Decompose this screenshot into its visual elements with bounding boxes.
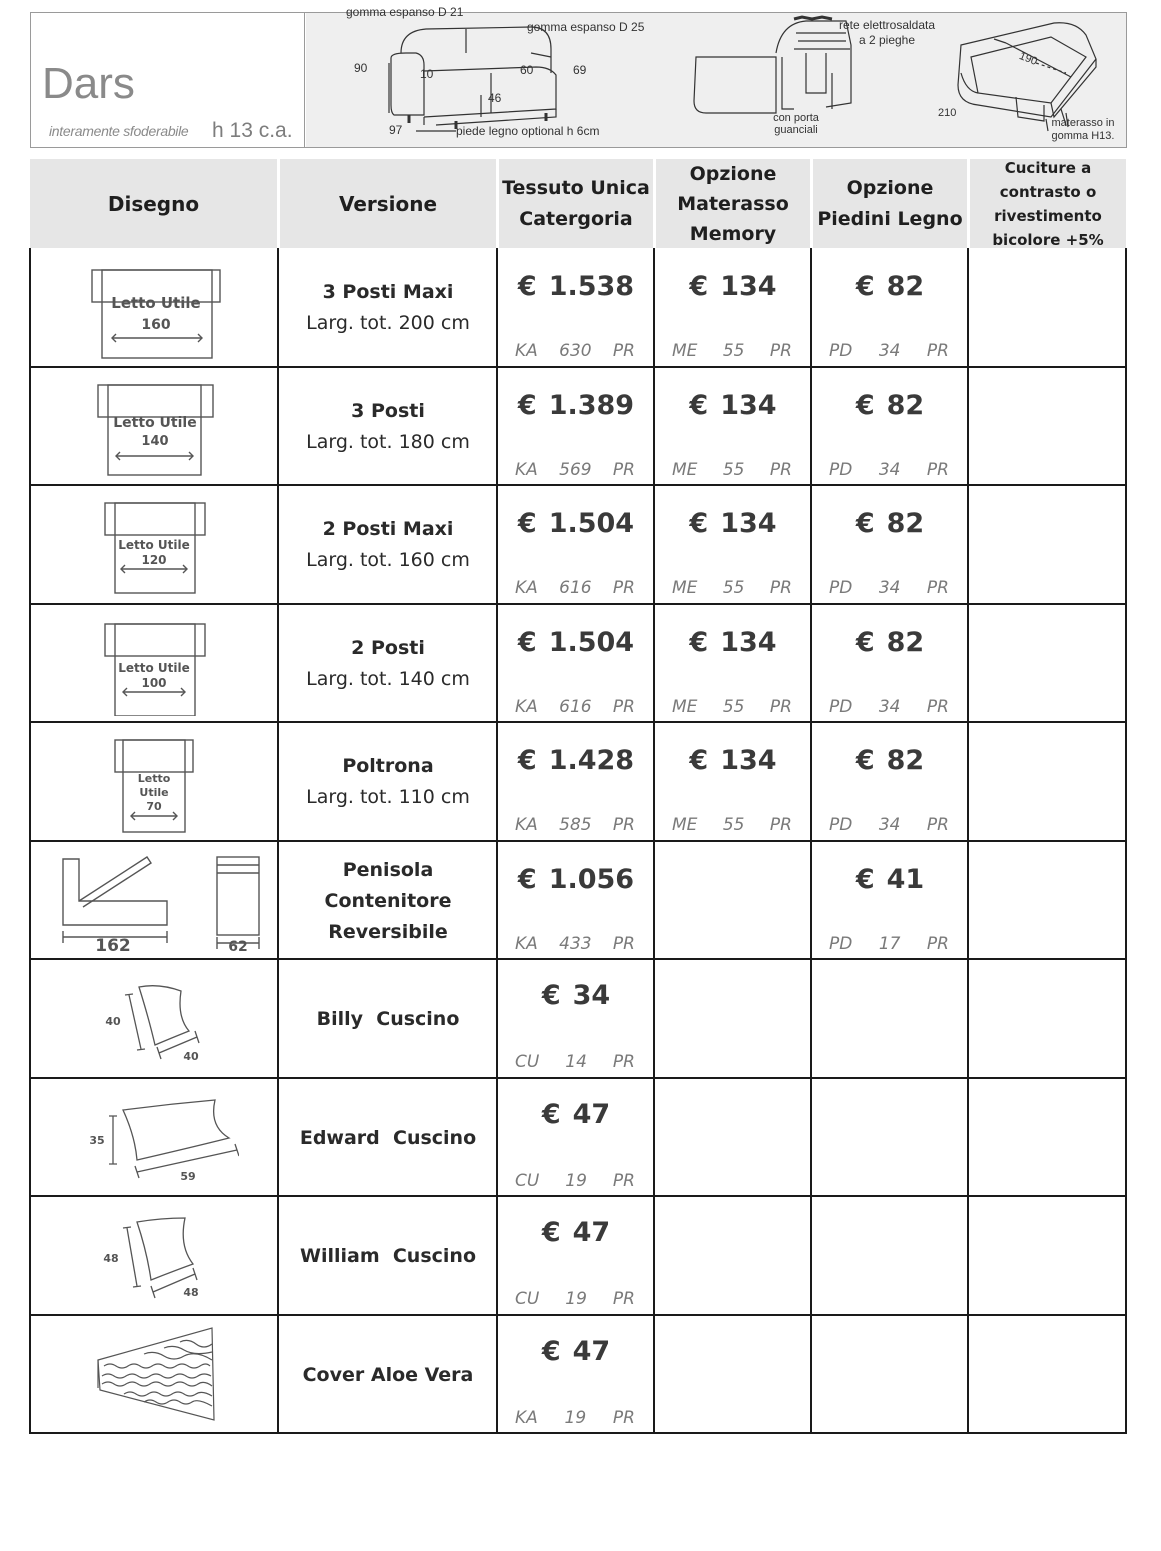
code-number: 19 bbox=[564, 1408, 587, 1428]
price-value: 1.428 bbox=[548, 745, 635, 776]
table-row bbox=[0, 486, 1161, 604]
code-number: 17 bbox=[878, 934, 901, 954]
code-prefix: PD bbox=[829, 460, 853, 480]
currency-symbol: € bbox=[517, 271, 537, 302]
col-header-cuciture-line4: bicolore +5% bbox=[992, 230, 1104, 249]
currency-symbol: € bbox=[517, 627, 537, 658]
piedini-code bbox=[813, 578, 967, 598]
col-header-piedini-line2: Piedini Legno bbox=[817, 207, 963, 230]
tessuto-price-cell bbox=[499, 249, 653, 367]
code-prefix: KA bbox=[515, 578, 538, 598]
drawing-label: Letto Utile bbox=[110, 294, 201, 312]
currency-symbol: € bbox=[689, 627, 709, 658]
dim-10: 10 bbox=[420, 67, 434, 81]
version-name: 2 Posti Maxi bbox=[322, 518, 454, 540]
version-name: 3 Posti Maxi bbox=[322, 281, 454, 303]
code-number: 14 bbox=[565, 1052, 587, 1072]
sofa-bed-diagram bbox=[99, 493, 209, 597]
code-suffix: PR bbox=[769, 341, 792, 361]
price-value: 82 bbox=[886, 508, 925, 539]
currency-symbol: € bbox=[689, 745, 709, 776]
grid-line bbox=[29, 958, 1127, 960]
edward-width: 59 bbox=[179, 1170, 196, 1183]
code-number: 55 bbox=[722, 697, 745, 717]
code-suffix: PR bbox=[612, 341, 635, 361]
currency-symbol: € bbox=[541, 1217, 561, 1248]
materasso-price bbox=[656, 508, 810, 539]
table-row bbox=[0, 249, 1161, 367]
code-prefix: CU bbox=[515, 1289, 540, 1309]
materasso-price-cell bbox=[656, 249, 810, 367]
tessuto-price bbox=[499, 1099, 653, 1130]
code-suffix: PR bbox=[926, 341, 949, 361]
piedini-price-cell bbox=[813, 368, 967, 486]
dim-46: 46 bbox=[488, 91, 502, 105]
table-row bbox=[0, 1079, 1161, 1197]
version-cell bbox=[280, 1079, 496, 1197]
piedini-code bbox=[813, 460, 967, 480]
header-gap bbox=[277, 159, 280, 248]
materasso-price-cell bbox=[656, 486, 810, 604]
tessuto-price-cell bbox=[499, 368, 653, 486]
version-cell bbox=[280, 486, 496, 604]
price-value: 34 bbox=[572, 980, 611, 1011]
sofa-bed-diagram bbox=[89, 375, 219, 479]
tessuto-price bbox=[499, 1336, 653, 1367]
materasso-code bbox=[656, 578, 810, 598]
version-cell bbox=[280, 842, 496, 960]
code-prefix: PD bbox=[829, 815, 853, 835]
code-prefix: PD bbox=[829, 578, 853, 598]
price-value: 82 bbox=[886, 627, 925, 658]
drawing-cell bbox=[30, 723, 277, 841]
price-value: 41 bbox=[886, 864, 925, 895]
currency-symbol: € bbox=[517, 508, 537, 539]
tessuto-price-cell bbox=[499, 723, 653, 841]
materasso-code bbox=[656, 697, 810, 717]
version-name: Edward Cuscino bbox=[299, 1126, 477, 1149]
price-value: 47 bbox=[572, 1217, 611, 1248]
dim-90: 90 bbox=[354, 61, 368, 75]
currency-symbol: € bbox=[517, 864, 537, 895]
code-prefix: ME bbox=[672, 697, 698, 717]
version-desc: Reversibile bbox=[328, 920, 448, 943]
version-name: Cover Aloe Vera bbox=[302, 1363, 474, 1386]
code-number: 34 bbox=[878, 815, 901, 835]
code-prefix: ME bbox=[672, 460, 698, 480]
materasso-price bbox=[656, 627, 810, 658]
code-suffix: PR bbox=[612, 460, 635, 480]
drawing-cell bbox=[30, 1316, 277, 1434]
code-number: 19 bbox=[565, 1171, 587, 1191]
price-value: 134 bbox=[720, 745, 777, 776]
drawing-label: Letto Utile bbox=[117, 661, 190, 675]
code-number: 569 bbox=[559, 460, 592, 480]
drawing-width: 70 bbox=[145, 800, 162, 813]
col-header-piedini bbox=[813, 159, 967, 248]
materasso-price-cell bbox=[656, 605, 810, 723]
col-header-cuciture-line2: contrasto o bbox=[999, 182, 1097, 201]
label-net-line2: a 2 pieghe bbox=[858, 33, 916, 47]
price-value: 1.504 bbox=[548, 508, 635, 539]
code-number: 55 bbox=[722, 341, 745, 361]
grid-line bbox=[29, 1432, 1127, 1434]
price-value: 1.389 bbox=[548, 390, 635, 421]
code-prefix: ME bbox=[672, 341, 698, 361]
height-note: h 13 c.a. bbox=[212, 119, 293, 142]
price-value: 82 bbox=[886, 390, 925, 421]
drawing-width: 120 bbox=[140, 553, 167, 567]
code-number: 630 bbox=[559, 341, 592, 361]
code-suffix: PR bbox=[612, 1289, 635, 1309]
piedini-price bbox=[813, 508, 967, 539]
code-suffix: PR bbox=[612, 1052, 635, 1072]
label-feet: piede legno optional h 6cm bbox=[456, 124, 600, 138]
materasso-price bbox=[656, 390, 810, 421]
tessuto-price-cell bbox=[499, 1079, 653, 1197]
grid-line bbox=[29, 1314, 1127, 1316]
piedini-code bbox=[813, 697, 967, 717]
sofa-bed-diagram bbox=[99, 612, 209, 716]
materasso-price bbox=[656, 271, 810, 302]
price-value: 134 bbox=[720, 390, 777, 421]
version-name: Poltrona bbox=[342, 755, 434, 777]
tessuto-code bbox=[499, 815, 653, 835]
tessuto-price bbox=[499, 864, 653, 895]
col-header-materasso-line2: Materasso bbox=[677, 192, 789, 215]
armchair-bed-diagram bbox=[109, 730, 199, 834]
piedini-price-cell bbox=[813, 249, 967, 367]
materasso-code bbox=[656, 341, 810, 361]
billy-height: 40 bbox=[104, 1015, 121, 1028]
tessuto-price bbox=[499, 627, 653, 658]
piedini-code bbox=[813, 815, 967, 835]
code-number: 55 bbox=[722, 460, 745, 480]
tessuto-price-cell bbox=[499, 1197, 653, 1315]
code-prefix: PD bbox=[829, 934, 853, 954]
version-cell bbox=[280, 368, 496, 486]
col-header-materasso-line3: Memory bbox=[689, 222, 777, 245]
code-suffix: PR bbox=[926, 697, 949, 717]
col-header-materasso-line1: Opzione bbox=[689, 162, 777, 185]
billy-width: 40 bbox=[182, 1050, 199, 1063]
code-number: 616 bbox=[559, 578, 592, 598]
mattress-cover-diagram bbox=[84, 1320, 224, 1430]
table-row bbox=[0, 605, 1161, 723]
currency-symbol: € bbox=[855, 627, 875, 658]
code-prefix: CU bbox=[515, 1171, 540, 1191]
label-pillow-line1: con porta bbox=[773, 112, 819, 124]
drawing-width: 140 bbox=[140, 434, 169, 449]
code-prefix: PD bbox=[829, 697, 853, 717]
tessuto-price bbox=[499, 980, 653, 1011]
dim-210: 210 bbox=[938, 107, 957, 119]
grid-line bbox=[29, 1195, 1127, 1197]
grid-line bbox=[29, 1077, 1127, 1079]
tessuto-code bbox=[499, 1171, 653, 1191]
price-value: 47 bbox=[572, 1099, 611, 1130]
code-prefix: KA bbox=[515, 341, 538, 361]
currency-symbol: € bbox=[689, 390, 709, 421]
currency-symbol: € bbox=[541, 1336, 561, 1367]
code-prefix: CU bbox=[515, 1052, 540, 1072]
drawing-cell bbox=[30, 249, 277, 367]
drawing-label-line2: Utile bbox=[138, 786, 169, 799]
header-gap bbox=[653, 159, 656, 248]
version-cell bbox=[280, 723, 496, 841]
sofa-bed-diagram bbox=[79, 256, 229, 360]
code-number: 34 bbox=[878, 578, 901, 598]
version-desc: Larg. tot. 180 cm bbox=[306, 431, 470, 453]
code-prefix: KA bbox=[515, 934, 538, 954]
price-value: 82 bbox=[886, 745, 925, 776]
billy-cushion-diagram bbox=[89, 969, 219, 1069]
tessuto-price bbox=[499, 508, 653, 539]
william-height: 48 bbox=[102, 1252, 119, 1265]
dim-69: 69 bbox=[573, 63, 587, 77]
tessuto-code bbox=[499, 460, 653, 480]
piedini-price bbox=[813, 271, 967, 302]
version-name: 2 Posti bbox=[351, 637, 425, 659]
code-prefix: KA bbox=[515, 815, 538, 835]
version-name: Penisola Contenitore bbox=[324, 858, 452, 912]
col-header-versione-label: Versione bbox=[338, 191, 438, 216]
drawing-label-line1: Letto bbox=[137, 772, 170, 785]
label-pillow-line2: guanciali bbox=[774, 124, 818, 136]
tessuto-price bbox=[499, 271, 653, 302]
col-header-tessuto-line1: Tessuto Unica bbox=[502, 176, 650, 199]
piedini-code bbox=[813, 341, 967, 361]
code-suffix: PR bbox=[769, 815, 792, 835]
drawing-cell bbox=[30, 1079, 277, 1197]
drawing-cell bbox=[30, 842, 277, 960]
version-desc: Larg. tot. 110 cm bbox=[306, 786, 470, 808]
price-value: 1.504 bbox=[548, 627, 635, 658]
version-name: Billy Cuscino bbox=[316, 1007, 460, 1030]
code-suffix: PR bbox=[612, 1171, 635, 1191]
table-row bbox=[0, 368, 1161, 486]
code-number: 34 bbox=[878, 341, 901, 361]
tessuto-price-cell bbox=[499, 842, 653, 960]
piedini-price-cell bbox=[813, 842, 967, 960]
grid-line bbox=[29, 603, 1127, 605]
table-row bbox=[0, 723, 1161, 841]
grid-line bbox=[29, 484, 1127, 486]
code-number: 616 bbox=[559, 697, 592, 717]
code-prefix: KA bbox=[515, 697, 538, 717]
code-number: 19 bbox=[565, 1289, 587, 1309]
version-cell bbox=[280, 605, 496, 723]
currency-symbol: € bbox=[855, 745, 875, 776]
price-value: 134 bbox=[720, 271, 777, 302]
currency-symbol: € bbox=[517, 745, 537, 776]
currency-symbol: € bbox=[855, 508, 875, 539]
label-mattress-line1: materasso in bbox=[1051, 117, 1115, 129]
tessuto-code bbox=[499, 1408, 653, 1428]
brand-subtitle: interamente sfoderabile bbox=[49, 123, 189, 139]
col-header-piedini-line1: Opzione bbox=[846, 176, 934, 199]
piedini-code bbox=[813, 934, 967, 954]
tessuto-code bbox=[499, 934, 653, 954]
code-suffix: PR bbox=[612, 815, 635, 835]
code-number: 34 bbox=[878, 460, 901, 480]
price-value: 134 bbox=[720, 627, 777, 658]
code-suffix: PR bbox=[612, 697, 635, 717]
tessuto-price-cell bbox=[499, 486, 653, 604]
code-number: 433 bbox=[559, 934, 592, 954]
tessuto-price bbox=[499, 745, 653, 776]
currency-symbol: € bbox=[855, 864, 875, 895]
tessuto-code bbox=[499, 1289, 653, 1309]
drawing-cell bbox=[30, 605, 277, 723]
drawing-cell bbox=[30, 486, 277, 604]
price-value: 47 bbox=[572, 1336, 611, 1367]
table-row bbox=[0, 842, 1161, 960]
price-value: 1.538 bbox=[548, 271, 635, 302]
version-cell bbox=[280, 1316, 496, 1434]
code-suffix: PR bbox=[612, 578, 635, 598]
william-cushion-diagram bbox=[89, 1206, 219, 1306]
piedini-price bbox=[813, 745, 967, 776]
code-suffix: PR bbox=[926, 934, 949, 954]
materasso-price-cell bbox=[656, 368, 810, 486]
drawing-cell bbox=[30, 1197, 277, 1315]
price-value: 134 bbox=[720, 508, 777, 539]
code-suffix: PR bbox=[769, 697, 792, 717]
piedini-price bbox=[813, 627, 967, 658]
version-cell bbox=[280, 1197, 496, 1315]
label-foam-d21: gomma espanso D 21 bbox=[346, 5, 464, 19]
code-number: 34 bbox=[878, 697, 901, 717]
label-net-line1: rete elettrosaldata bbox=[838, 18, 936, 32]
header-gap bbox=[810, 159, 813, 248]
col-header-cuciture-line3: rivestimento bbox=[994, 206, 1102, 225]
col-header-disegno-label: Disegno bbox=[107, 191, 200, 216]
tessuto-price-cell bbox=[499, 605, 653, 723]
code-prefix: PD bbox=[829, 341, 853, 361]
table-row bbox=[0, 960, 1161, 1078]
col-header-cuciture bbox=[970, 159, 1126, 248]
code-suffix: PR bbox=[612, 1408, 635, 1428]
currency-symbol: € bbox=[855, 271, 875, 302]
grid-line bbox=[29, 721, 1127, 723]
drawing-width: 160 bbox=[140, 317, 171, 333]
piedini-price bbox=[813, 864, 967, 895]
table-row bbox=[0, 1197, 1161, 1315]
drawing-label: Letto Utile bbox=[112, 415, 197, 431]
version-name: 3 Posti bbox=[351, 400, 425, 422]
tessuto-code bbox=[499, 578, 653, 598]
edward-height: 35 bbox=[88, 1134, 105, 1147]
table-row bbox=[0, 1316, 1161, 1434]
code-suffix: PR bbox=[926, 815, 949, 835]
tessuto-price-cell bbox=[499, 1316, 653, 1434]
currency-symbol: € bbox=[517, 390, 537, 421]
col-header-tessuto bbox=[499, 159, 653, 248]
piedini-price-cell bbox=[813, 486, 967, 604]
version-cell bbox=[280, 249, 496, 367]
currency-symbol: € bbox=[689, 271, 709, 302]
header-gap bbox=[967, 159, 970, 248]
peninsula-storage-diagram bbox=[39, 845, 269, 957]
col-header-materasso bbox=[656, 159, 810, 248]
piedini-price-cell bbox=[813, 723, 967, 841]
code-suffix: PR bbox=[926, 460, 949, 480]
tessuto-code bbox=[499, 1052, 653, 1072]
drawing-label: Letto Utile bbox=[117, 538, 190, 552]
version-desc: Larg. tot. 160 cm bbox=[306, 549, 470, 571]
materasso-code bbox=[656, 460, 810, 480]
version-name: William Cuscino bbox=[300, 1244, 476, 1267]
currency-symbol: € bbox=[855, 390, 875, 421]
label-mattress-line2: gomma H13. bbox=[1051, 130, 1115, 142]
grid-line bbox=[29, 366, 1127, 368]
code-suffix: PR bbox=[612, 934, 635, 954]
tessuto-code bbox=[499, 697, 653, 717]
version-desc: Larg. tot. 200 cm bbox=[306, 312, 470, 334]
currency-symbol: € bbox=[541, 1099, 561, 1130]
price-value: 1.056 bbox=[548, 864, 635, 895]
code-prefix: ME bbox=[672, 578, 698, 598]
version-desc: Larg. tot. 140 cm bbox=[306, 668, 470, 690]
code-suffix: PR bbox=[769, 578, 792, 598]
code-number: 585 bbox=[559, 815, 592, 835]
code-number: 55 bbox=[722, 578, 745, 598]
code-number: 55 bbox=[722, 815, 745, 835]
code-prefix: KA bbox=[515, 1408, 538, 1428]
currency-symbol: € bbox=[541, 980, 561, 1011]
william-width: 48 bbox=[182, 1286, 199, 1299]
dim-97: 97 bbox=[389, 123, 403, 137]
label-foam-d25: gomma espanso D 25 bbox=[527, 20, 645, 34]
materasso-code bbox=[656, 815, 810, 835]
tessuto-price bbox=[499, 390, 653, 421]
col-header-disegno bbox=[30, 159, 277, 248]
materasso-price bbox=[656, 745, 810, 776]
drawing-cell bbox=[30, 960, 277, 1078]
col-header-tessuto-line2: Catergoria bbox=[519, 207, 633, 230]
version-cell bbox=[280, 960, 496, 1078]
dim-190: 190 bbox=[1017, 49, 1039, 69]
code-prefix: ME bbox=[672, 815, 698, 835]
piedini-price bbox=[813, 390, 967, 421]
dim-60: 60 bbox=[520, 63, 534, 77]
tessuto-price bbox=[499, 1217, 653, 1248]
col-header-versione bbox=[280, 159, 496, 248]
edward-cushion-diagram bbox=[69, 1088, 239, 1188]
header-gap bbox=[496, 159, 499, 248]
tessuto-code bbox=[499, 341, 653, 361]
price-value: 82 bbox=[886, 271, 925, 302]
grid-line bbox=[29, 840, 1127, 842]
code-suffix: PR bbox=[926, 578, 949, 598]
peninsula-length: 162 bbox=[94, 936, 131, 956]
code-suffix: PR bbox=[769, 460, 792, 480]
peninsula-width: 62 bbox=[227, 939, 248, 955]
code-prefix: KA bbox=[515, 460, 538, 480]
drawing-cell bbox=[30, 368, 277, 486]
piedini-price-cell bbox=[813, 605, 967, 723]
brand-title: Dars bbox=[42, 59, 135, 108]
materasso-price-cell bbox=[656, 723, 810, 841]
currency-symbol: € bbox=[689, 508, 709, 539]
tessuto-price-cell bbox=[499, 960, 653, 1078]
col-header-cuciture-line1: Cuciture a bbox=[1004, 158, 1092, 177]
drawing-width: 100 bbox=[140, 676, 167, 690]
